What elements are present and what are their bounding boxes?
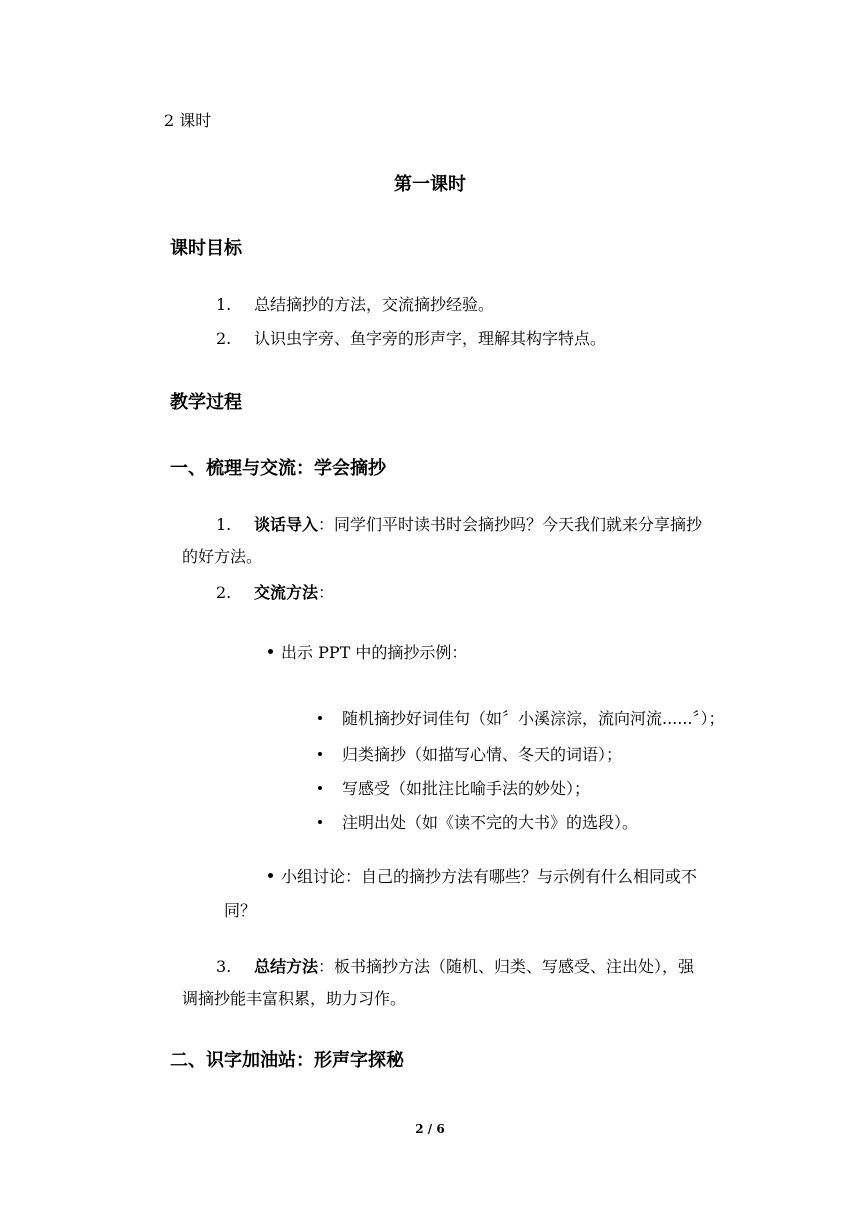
process-heading: 教学过程 [170,392,242,413]
objective-number: 1. [216,295,232,314]
objective-number: 2. [216,329,232,348]
objective-text: 总结摘抄的方法，交流摘抄经验。 [254,295,495,314]
step2-label: 交流方法 [254,583,319,602]
sub-list-item [318,810,638,836]
step1-text: ：同学们平时读书时会摘抄吗？今天我们就来分享摘抄 [318,515,703,534]
objective-item [216,292,494,318]
step3-line1 [216,954,694,980]
objective-text: 认识虫字旁、鱼字旁的形声字，理解其构字特点。 [254,329,607,348]
sub-list-item [318,776,590,802]
bullet-dot-icon [268,649,273,654]
bullet-dot-icon [318,820,322,824]
bullet-dot-icon [268,873,273,878]
bullet-item [268,640,467,666]
sub-list-item [318,706,725,732]
step1-label: 谈话导入 [254,515,319,534]
step3-text: ：板书摘抄方法（随机、归类、写感受、注出处），强 [318,957,695,976]
step3-number: 3. [216,957,232,976]
step2-line [216,580,334,606]
bullet-dot-icon [318,752,322,756]
step1-number: 1. [216,515,232,534]
lesson-count: 2 课时 [164,111,212,130]
sub-item-text: 归类摘抄（如描写心情、冬天的词语）； [342,745,623,764]
page-number: 2 / 6 [415,1122,445,1136]
bullet-dot-icon [318,716,322,720]
bullet-text: 出示 PPT 中的摘抄示例： [281,643,468,662]
bullet-text: 小组讨论：自己的摘抄方法有哪些？与示例有什么相同或不 [281,867,698,886]
step2-number: 2. [216,583,232,602]
sub-item-text: 注明出处（如《读不完的大书》的选段）。 [342,813,639,832]
bullet-item [268,864,697,890]
sub-item-text: 写感受（如批注比喻手法的妙处）； [342,779,591,798]
step1-line1 [216,512,702,538]
objective-item [216,326,606,352]
step2-colon: ： [318,583,335,602]
lesson-title: 第一课时 [394,174,466,195]
sub-list-item [318,742,622,768]
section2-heading: 二、识字加油站：形声字探秘 [170,1050,404,1071]
step1-line2: 的好方法。 [182,547,263,566]
step3-label: 总结方法 [254,957,319,976]
bullet-dot-icon [318,786,322,790]
bullet-text-continued: 同？ [224,901,257,920]
step3-line2: 调摘抄能丰富积累，助力习作。 [182,989,407,1008]
sub-item-text: 随机摘抄好词佳句（如〞小溪淙淙，流向河流......〞）； [342,709,725,728]
section1-heading: 一、梳理与交流：学会摘抄 [170,458,386,479]
objectives-heading: 课时目标 [170,238,242,259]
